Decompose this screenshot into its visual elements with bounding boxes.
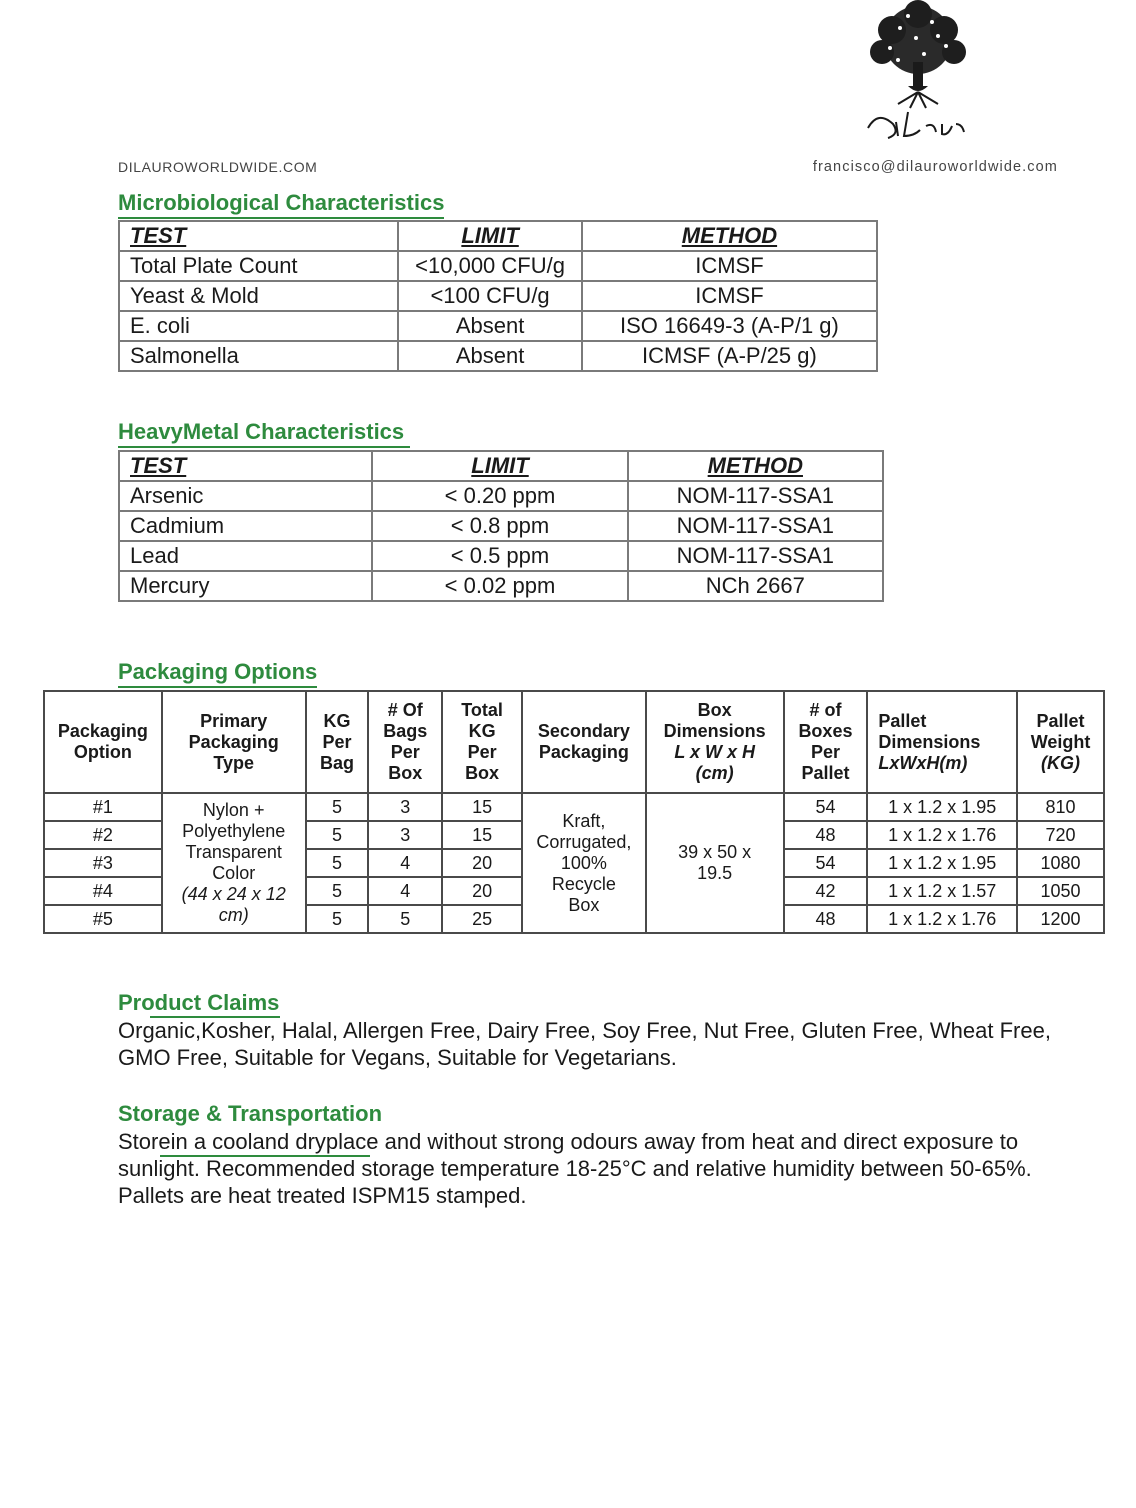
micro-header-limit: LIMIT <box>461 223 519 248</box>
limit-value: < 0.8 ppm <box>372 511 627 541</box>
boxes-per-pallet: 54 <box>784 849 868 877</box>
test-name: E. coli <box>119 311 398 341</box>
test-name: Salmonella <box>119 341 398 371</box>
table-row <box>44 793 1104 821</box>
boxes-per-pallet: 54 <box>784 793 868 821</box>
method-value: ICMSF (A-P/25 g) <box>582 341 877 371</box>
table-row <box>119 311 877 341</box>
table-row <box>119 281 877 311</box>
packaging-option: #2 <box>44 821 162 849</box>
limit-value: Absent <box>398 341 582 371</box>
pallet-dimensions: 1 x 1.2 x 1.57 <box>867 877 1017 905</box>
pallet-weight: 720 <box>1017 821 1104 849</box>
header-pallet-dimensions: Pallet Dimensions LxWxH(m) <box>867 691 1017 793</box>
boxes-per-pallet: 42 <box>784 877 868 905</box>
pallet-weight: 1080 <box>1017 849 1104 877</box>
test-name: Arsenic <box>119 481 372 511</box>
header-secondary-packaging: Secondary Packaging <box>522 691 646 793</box>
di-lauro-logo <box>838 0 998 150</box>
website-url[interactable]: DILAUROWORLDWIDE.COM <box>118 159 318 175</box>
test-name: Cadmium <box>119 511 372 541</box>
test-name: Total Plate Count <box>119 251 398 281</box>
method-value: NOM-117-SSA1 <box>628 541 883 571</box>
limit-value: < 0.5 ppm <box>372 541 627 571</box>
pallet-dimensions: 1 x 1.2 x 1.95 <box>867 793 1017 821</box>
bags-per-box: 3 <box>368 821 442 849</box>
storage-section-title: Storage & Transportation <box>118 1101 383 1126</box>
method-value: ICMSF <box>582 251 877 281</box>
secondary-packaging-type: Kraft, Corrugated, 100% Recycle Box <box>522 793 646 933</box>
pallet-dimensions: 1 x 1.2 x 1.95 <box>867 849 1017 877</box>
test-name: Yeast & Mold <box>119 281 398 311</box>
micro-header-method: METHOD <box>681 223 778 248</box>
boxes-per-pallet: 48 <box>784 821 868 849</box>
storage-text: Storein a cooland dryplace and without strong odours away from heat and direct exposure to sunlight. Recommended storage temperature 18-25°C and relative humidity between 50-65%. Pallets are heat treated ISPM15 stamped. <box>118 1129 1032 1208</box>
bags-per-box: 4 <box>368 877 442 905</box>
header-bags-per-box: # Of Bags Per Box <box>368 691 442 793</box>
claims-section-title: Product Claims <box>118 990 280 1015</box>
heavy-header-limit: LIMIT <box>471 453 529 478</box>
pallet-weight: 1050 <box>1017 877 1104 905</box>
header-primary-packaging: Primary Packaging Type <box>162 691 306 793</box>
method-value: ISO 16649-3 (A-P/1 g) <box>582 311 877 341</box>
method-value: NOM-117-SSA1 <box>628 511 883 541</box>
kg-per-bag: 5 <box>306 821 369 849</box>
limit-value: < 0.02 ppm <box>372 571 627 601</box>
heavy-header-test: TEST <box>130 453 187 478</box>
table-row <box>119 251 877 281</box>
total-kg-per-box: 25 <box>442 905 522 933</box>
micro-header-row <box>119 221 877 251</box>
micro-table <box>118 220 878 372</box>
limit-value: <10,000 CFU/g <box>398 251 582 281</box>
box-dimensions: 39 x 50 x 19.5 <box>646 793 784 933</box>
packaging-option: #3 <box>44 849 162 877</box>
claims-text: Organic,Kosher, Halal, Allergen Free, Dairy Free, Soy Free, Nut Free, Gluten Free, Wheat Free, GMO Free, Suitable for Vegans, Suitable for Vegetarians. <box>118 1018 1051 1070</box>
header-packaging-option: Packaging Option <box>44 691 162 793</box>
total-kg-per-box: 15 <box>442 821 522 849</box>
kg-per-bag: 5 <box>306 877 369 905</box>
heavy-header-method: METHOD <box>707 453 803 478</box>
packaging-option: #5 <box>44 905 162 933</box>
bags-per-box: 4 <box>368 849 442 877</box>
contact-email[interactable]: francisco@dilauroworldwide.com <box>812 159 1058 175</box>
pallet-weight: 1200 <box>1017 905 1104 933</box>
header-kg-per-bag: KG Per Bag <box>306 691 369 793</box>
packaging-table <box>43 690 1105 934</box>
pallet-weight: 810 <box>1017 793 1104 821</box>
bags-per-box: 3 <box>368 793 442 821</box>
micro-header-test: TEST <box>130 223 187 248</box>
method-value: NCh 2667 <box>628 571 883 601</box>
table-row <box>119 541 883 571</box>
table-row <box>119 571 883 601</box>
header-box-dimensions: Box Dimensions L x W x H (cm) <box>646 691 784 793</box>
header-pallet-weight: Pallet Weight (KG) <box>1017 691 1104 793</box>
test-name: Mercury <box>119 571 372 601</box>
kg-per-bag: 5 <box>306 793 369 821</box>
heavy-metal-table <box>118 450 884 602</box>
table-row <box>119 341 877 371</box>
packaging-header-row <box>44 691 1104 793</box>
pallet-dimensions: 1 x 1.2 x 1.76 <box>867 821 1017 849</box>
primary-packaging-type: Nylon + Polyethylene Transparent Color (44 x 24 x 12 cm) <box>162 793 306 933</box>
table-row <box>119 511 883 541</box>
packaging-option: #1 <box>44 793 162 821</box>
method-value: ICMSF <box>582 281 877 311</box>
test-name: Lead <box>119 541 372 571</box>
heavy-header-row <box>119 451 883 481</box>
micro-section-title: Microbiological Characteristics <box>118 190 444 219</box>
bags-per-box: 5 <box>368 905 442 933</box>
packaging-option: #4 <box>44 877 162 905</box>
method-value: NOM-117-SSA1 <box>628 481 883 511</box>
header-total-kg: Total KG Per Box <box>442 691 522 793</box>
total-kg-per-box: 20 <box>442 849 522 877</box>
total-kg-per-box: 15 <box>442 793 522 821</box>
header-boxes-per-pallet: # of Boxes Per Pallet <box>784 691 868 793</box>
kg-per-bag: 5 <box>306 849 369 877</box>
pallet-dimensions: 1 x 1.2 x 1.76 <box>867 905 1017 933</box>
limit-value: < 0.20 ppm <box>372 481 627 511</box>
heavy-metal-section-title: HeavyMetal Characteristics <box>118 419 410 448</box>
packaging-section-title: Packaging Options <box>118 659 317 688</box>
limit-value: <100 CFU/g <box>398 281 582 311</box>
kg-per-bag: 5 <box>306 905 369 933</box>
boxes-per-pallet: 48 <box>784 905 868 933</box>
storage-underline <box>160 1155 370 1157</box>
total-kg-per-box: 20 <box>442 877 522 905</box>
limit-value: Absent <box>398 311 582 341</box>
table-row <box>119 481 883 511</box>
